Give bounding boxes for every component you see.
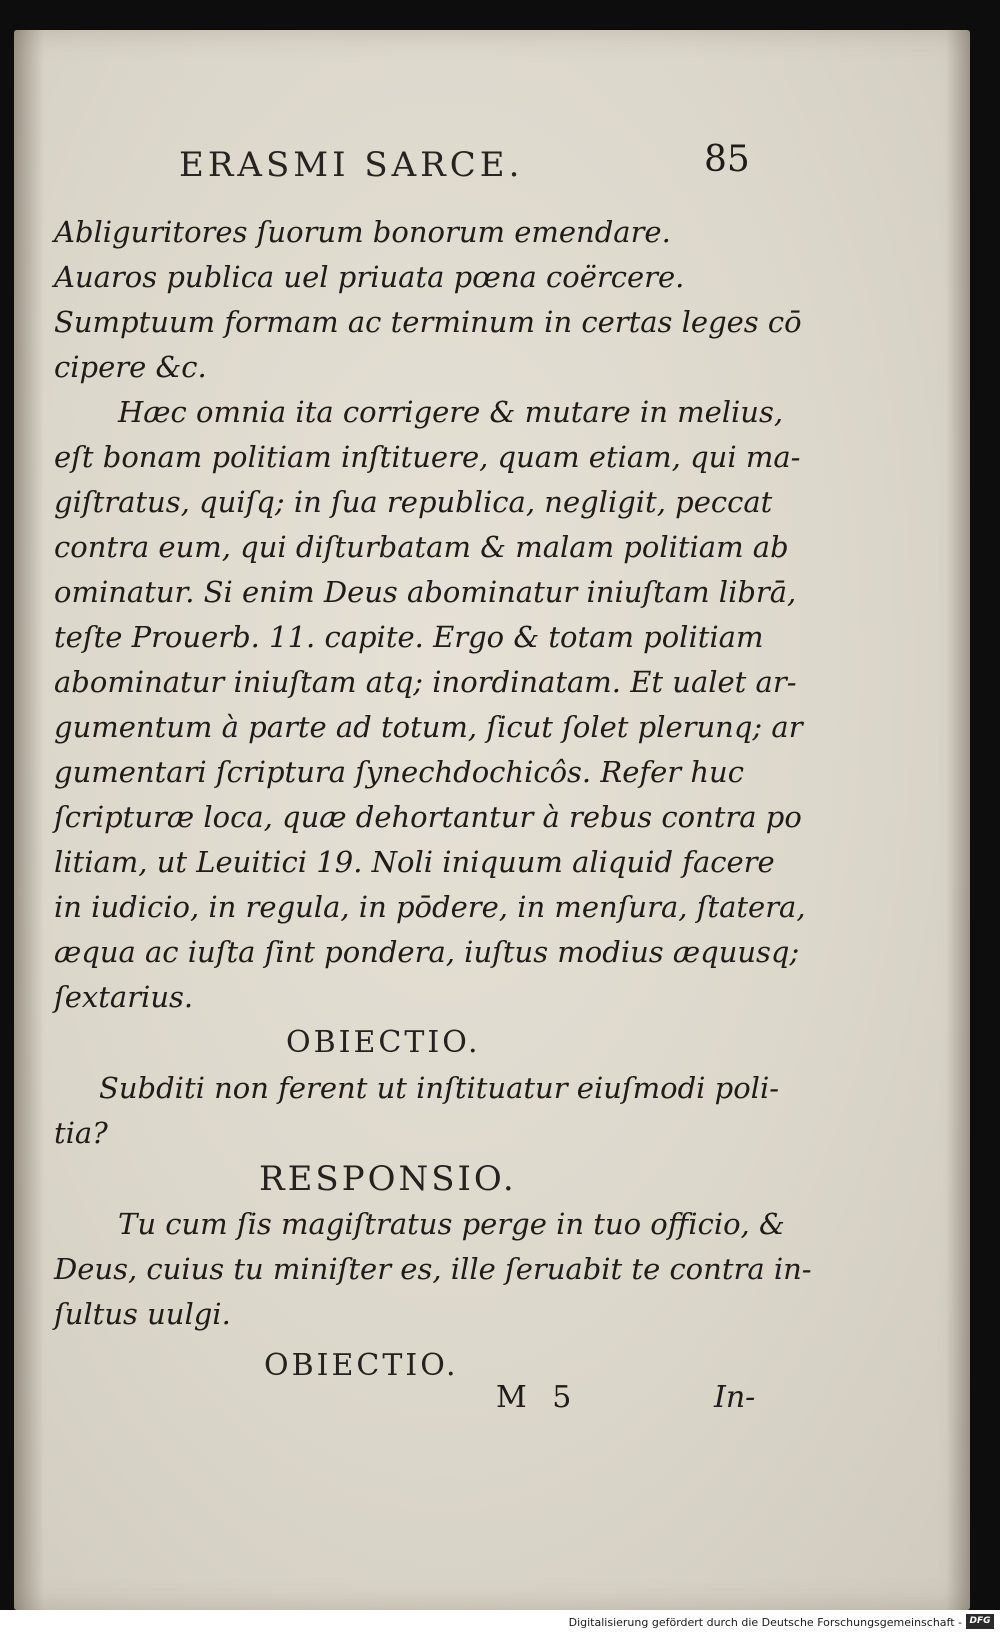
text-block — [54, 210, 812, 1389]
text-line: abominatur iniuſtam atq; inordinatam. Et ualet ar- — [54, 665, 797, 699]
page-header — [179, 135, 779, 195]
catchword: In- — [714, 1380, 756, 1415]
page-number: 85 — [704, 139, 750, 180]
book-page — [14, 30, 970, 1610]
text-line: tia? — [54, 1116, 108, 1150]
text-line: teſte Prouerb. 11. capite. Ergo & totam politiam — [54, 620, 764, 654]
text-line: gumentari ſcriptura ſynechdochicôs. Refer huc — [54, 755, 744, 789]
text-line: eſt bonam politiam inſtituere, quam etiam, qui ma- — [54, 440, 801, 474]
paragraph-start-line: Hæc omnia ita corrigere & mutare in melius, — [118, 395, 784, 429]
text-line: in iudicio, in regula, in pōdere, in menſura, ſtatera, — [54, 890, 806, 924]
text-line: ſultus uulgi. — [54, 1297, 231, 1331]
text-line: ominatur. Si enim Deus abominatur iniuſtam librā, — [54, 575, 797, 609]
text-line: æqua ac iuſta ſint pondera, iuſtus modius æquusq; — [54, 935, 800, 969]
credit-bar — [0, 1610, 1000, 1641]
text-line: litiam, ut Leuitici 19. Noli iniquum aliquid facere — [54, 845, 775, 879]
running-title: ERASMI SARCE. — [179, 145, 524, 185]
section-heading-responsio: RESPONSIO. — [259, 1159, 517, 1199]
text-line: cipere &c. — [54, 350, 207, 384]
text-line: gumentum à parte ad totum, ſicut ſolet plerunq; ar — [54, 710, 803, 744]
funding-credit: Digitalisierung gefördert durch die Deutsche Forschungsgemeinschaft - — [568, 1616, 962, 1629]
text-line: giſtratus, quiſq; in ſua republica, negligit, peccat — [54, 485, 773, 519]
gutter-shadow — [14, 30, 44, 1610]
text-line: Abliguritores ſuorum bonorum emendare. — [54, 215, 671, 249]
text-line: Sumptuum formam ac terminum in certas leges cō — [54, 305, 802, 339]
section-heading-objectio: OBIECTIO. — [286, 1025, 481, 1060]
text-line: contra eum, qui diſturbatam & malam politiam ab — [54, 530, 789, 564]
paragraph-start-line: Tu cum ſis magiſtratus perge in tuo officio, & — [118, 1207, 785, 1241]
dfg-logo-icon: DFG — [966, 1614, 994, 1629]
text-line: Auaros publica uel priuata pœna coërcere. — [54, 260, 685, 294]
text-line: Deus, cuius tu miniſter es, ille ſeruabit te contra in- — [54, 1252, 812, 1286]
edge-shadow — [946, 30, 970, 1610]
text-line: ſcripturæ loca, quæ dehortantur à rebus contra po — [54, 800, 802, 834]
text-line: ſextarius. — [54, 980, 194, 1014]
paragraph-start-line: Subditi non ferent ut inſtituatur eiuſmodi poli- — [99, 1071, 780, 1105]
section-heading-objectio: OBIECTIO. — [264, 1348, 459, 1383]
signature-mark: M 5 — [496, 1380, 580, 1415]
